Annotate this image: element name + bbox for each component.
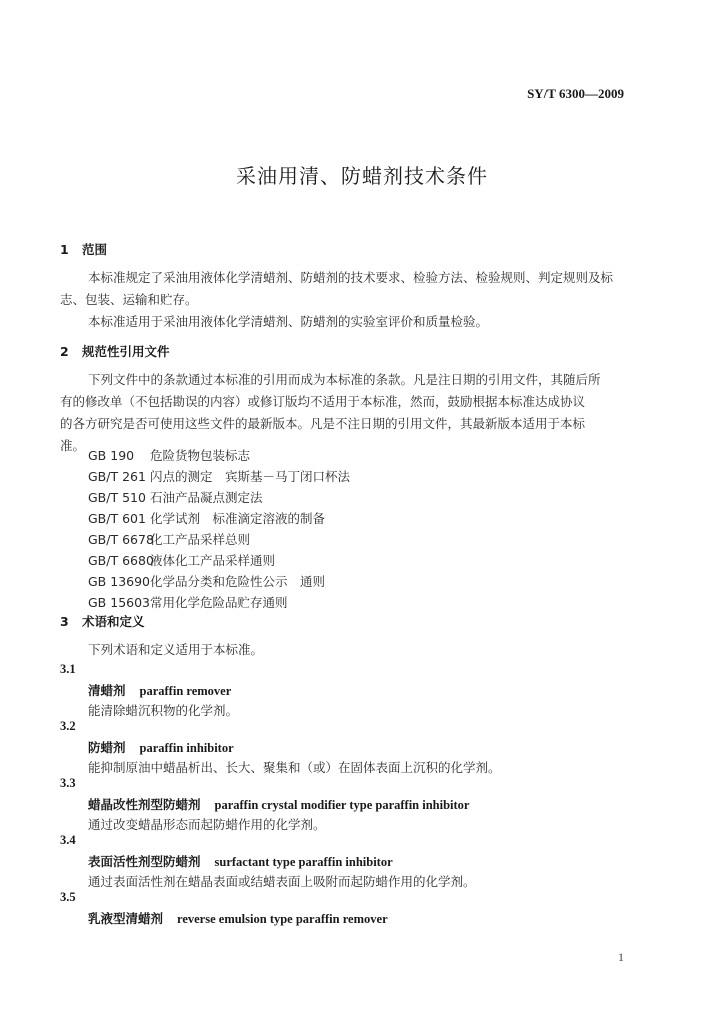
paragraph-line: 下列术语和定义适用于本标准。 <box>88 642 264 657</box>
document-title: 采油用清、防蜡剂技术条件 <box>236 164 488 188</box>
reference-code: GB/T 510 <box>88 490 146 505</box>
term-heading <box>88 852 393 870</box>
reference-code: GB/T 6678 <box>88 532 154 547</box>
term-english: surfactant type paraffin inhibitor <box>214 855 393 869</box>
reference-title: 石油产品凝点测定法 <box>150 490 263 505</box>
section-title: 规范性引用文件 <box>82 344 170 359</box>
reference-code: GB 13690 <box>88 574 150 589</box>
section-title: 术语和定义 <box>82 614 145 629</box>
term-number: 3.1 <box>60 662 76 676</box>
reference-title: 液体化工产品采样通则 <box>150 553 276 568</box>
term-definition: 能抑制原油中蜡晶析出、长大、聚集和（或）在固体表面上沉积的化学剂。 <box>88 760 501 775</box>
term-heading <box>88 738 234 756</box>
reference-code: GB/T 6680 <box>88 553 154 568</box>
paragraph-line: 本标准规定了采油用液体化学清蜡剂、防蜡剂的技术要求、检验方法、检验规则、判定规则及标 <box>88 270 614 285</box>
term-english: paraffin inhibitor <box>139 741 234 755</box>
standard-number: SY/T 6300—2009 <box>527 86 624 101</box>
term-chinese: 防蜡剂 <box>88 740 126 755</box>
reference-item <box>88 488 263 506</box>
term-number: 3.4 <box>60 833 76 847</box>
section-heading-scope <box>60 240 107 258</box>
term-heading <box>88 795 469 813</box>
term-chinese: 乳液型清蜡剂 <box>88 911 164 926</box>
paragraph-line: 准。 <box>60 438 86 453</box>
paragraph-line: 志、包装、运输和贮存。 <box>60 292 198 307</box>
reference-code: GB 15603 <box>88 595 150 610</box>
term-chinese: 蜡晶改性剂型防蜡剂 <box>88 797 201 812</box>
reference-code: GB 190 <box>88 448 135 463</box>
paragraph-line: 本标准适用于采油用液体化学清蜡剂、防蜡剂的实验室评价和质量检验。 <box>88 314 489 329</box>
section-number: 2 <box>60 344 69 359</box>
term-number: 3.3 <box>60 776 76 790</box>
term-english: paraffin remover <box>139 684 232 698</box>
term-number: 3.2 <box>60 719 76 733</box>
paragraph-line: 有的修改单（不包括勘误的内容）或修订版均不适用于本标准，然而，鼓励根据本标准达成协议 <box>60 394 586 409</box>
term-english: paraffin crystal modifier type paraffin inhibitor <box>214 798 470 812</box>
reference-title: 化学试剂 标准滴定溶液的制备 <box>150 511 326 526</box>
term-english: reverse emulsion type paraffin remover <box>177 912 388 926</box>
reference-item <box>88 551 275 569</box>
paragraph-line: 的各方研究是否可使用这些文件的最新版本。凡是不注日期的引用文件，其最新版本适用于本标 <box>60 416 586 431</box>
reference-item <box>88 530 250 548</box>
section-number: 1 <box>60 242 69 257</box>
reference-item <box>88 467 350 485</box>
reference-title: 常用化学危险品贮存通则 <box>150 595 288 610</box>
section-number: 3 <box>60 614 69 629</box>
section-heading-terms-definitions <box>60 612 145 630</box>
term-definition: 通过改变蜡晶形态而起防蜡作用的化学剂。 <box>88 817 326 832</box>
reference-code: GB/T 261 <box>88 469 146 484</box>
reference-item <box>88 593 288 611</box>
reference-item <box>88 509 325 527</box>
term-chinese: 清蜡剂 <box>88 683 126 698</box>
reference-title: 危险货物包装标志 <box>150 448 251 463</box>
term-definition: 通过表面活性剂在蜡晶表面或结蜡表面上吸附而起防蜡作用的化学剂。 <box>88 874 476 889</box>
section-heading-normative-references <box>60 342 170 360</box>
reference-title: 化学品分类和危险性公示 通则 <box>150 574 326 589</box>
term-definition: 能清除蜡沉积物的化学剂。 <box>88 703 239 718</box>
page-number: 1 <box>618 950 624 964</box>
reference-title: 化工产品采样总则 <box>150 532 251 547</box>
term-heading <box>88 909 388 927</box>
reference-code: GB/T 601 <box>88 511 146 526</box>
term-number: 3.5 <box>60 890 76 904</box>
term-heading <box>88 681 231 699</box>
paragraph-line: 下列文件中的条款通过本标准的引用而成为本标准的条款。凡是注日期的引用文件，其随后所 <box>88 372 601 387</box>
section-title: 范围 <box>82 242 108 257</box>
reference-item <box>88 572 325 590</box>
reference-item <box>88 446 250 464</box>
reference-title: 闪点的测定 宾斯基－马丁闭口杯法 <box>150 469 351 484</box>
term-chinese: 表面活性剂型防蜡剂 <box>88 854 201 869</box>
